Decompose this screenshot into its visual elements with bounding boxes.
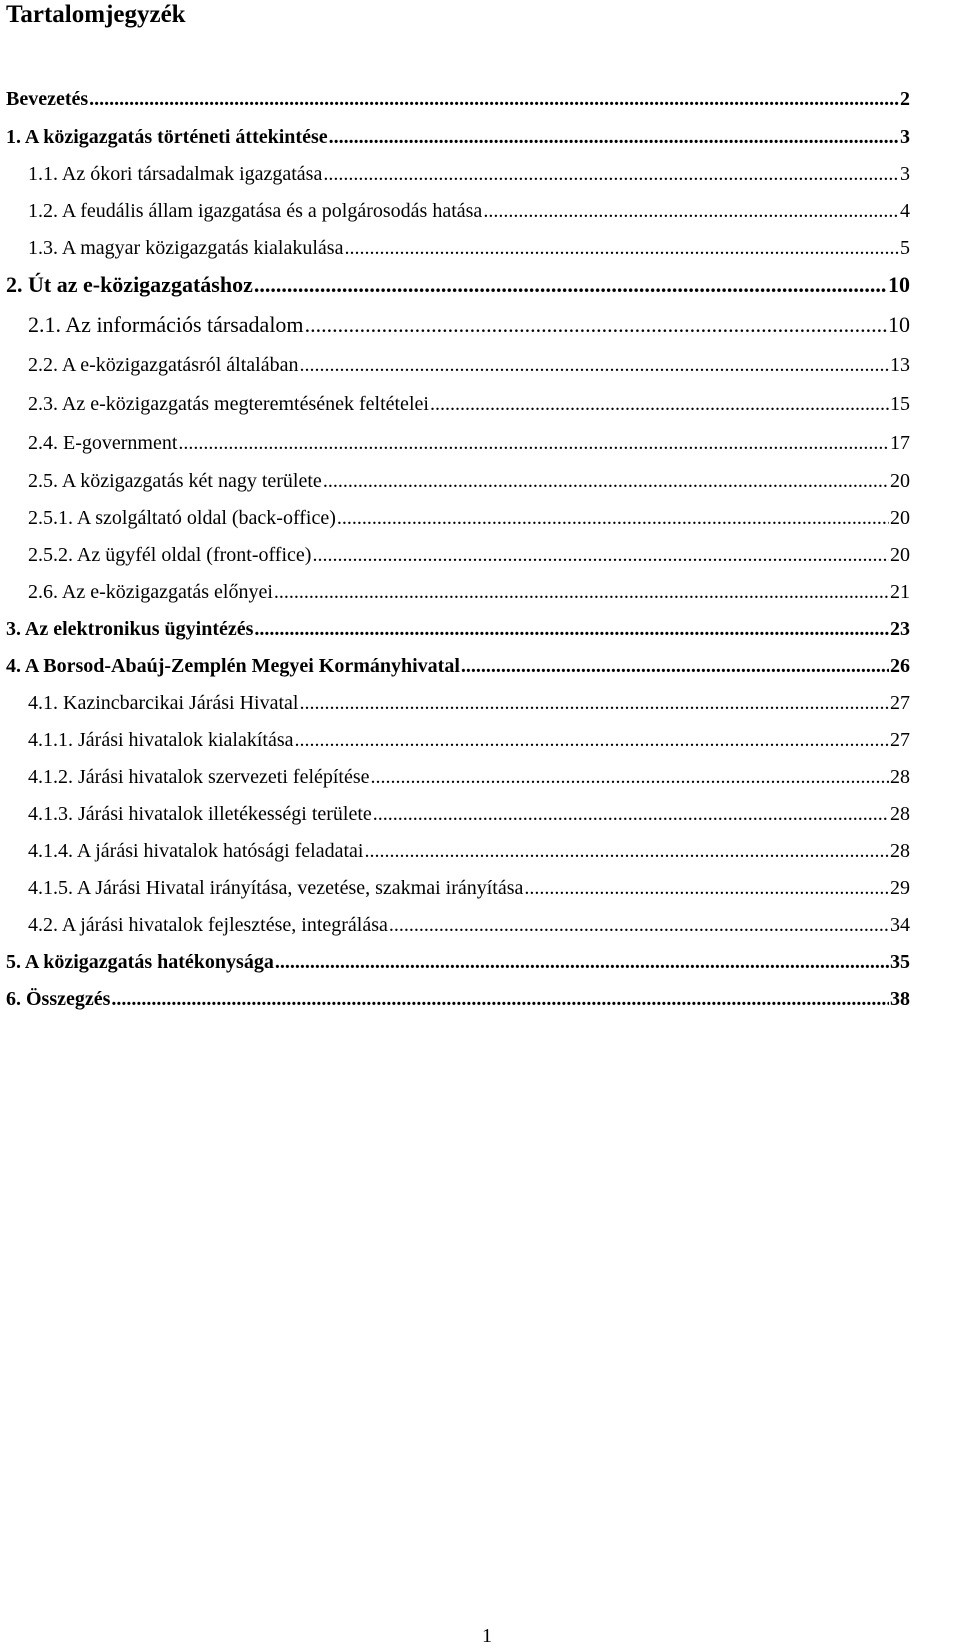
toc-entry-label: A közigazgatás két nagy területe <box>61 470 322 492</box>
toc-entry-page: 23 <box>890 618 910 640</box>
toc-entry[interactable] <box>28 428 910 458</box>
toc-entry-number: 4. <box>6 655 21 677</box>
toc-entry-text <box>6 122 328 152</box>
toc-entry-page: 4 <box>900 200 910 222</box>
toc-entry-text <box>28 466 322 496</box>
toc-entry[interactable] <box>28 688 910 718</box>
toc-entry-number: 3. <box>6 618 21 640</box>
toc-entry-text <box>6 614 253 644</box>
toc-entry[interactable] <box>28 725 910 755</box>
toc-entry-page: 2 <box>900 88 910 110</box>
toc-entry-number: 4.1.1. <box>28 729 73 751</box>
toc-entry-text <box>6 947 274 977</box>
toc-entry-text <box>28 159 322 189</box>
toc-entry-number: 2.2. <box>28 354 58 376</box>
toc-entry-label: A járási hivatalok fejlesztése, integrálása <box>61 914 388 936</box>
dot-leader <box>371 762 889 792</box>
dot-leader <box>323 159 899 189</box>
dot-leader <box>461 651 889 681</box>
toc-entry-text <box>28 503 336 533</box>
toc-entry[interactable] <box>28 910 910 940</box>
dot-leader <box>299 350 889 380</box>
toc-entry-page: 28 <box>890 803 910 825</box>
toc-entry-label: Út az e-közigazgatáshoz <box>28 272 253 297</box>
dot-leader <box>178 428 889 458</box>
dot-leader <box>254 270 887 300</box>
dot-leader <box>337 503 889 533</box>
toc-entry[interactable] <box>28 540 910 570</box>
toc-entry-page: 34 <box>890 914 910 936</box>
toc-entry-text <box>6 651 460 681</box>
toc-entry-text <box>28 725 293 755</box>
toc-entry-page: 20 <box>890 544 910 566</box>
toc-entry[interactable] <box>28 799 910 829</box>
toc-entry-page: 28 <box>890 766 910 788</box>
dot-leader <box>305 310 887 340</box>
toc-entry-label: Az ügyfél oldal (front-office) <box>76 544 312 566</box>
toc-entry-number: 4.2. <box>28 914 58 936</box>
toc-entry[interactable] <box>28 310 910 340</box>
dot-leader <box>254 614 889 644</box>
dot-leader <box>312 540 889 570</box>
toc-entry-page: 38 <box>890 988 910 1010</box>
dot-leader <box>344 233 899 263</box>
toc-entry-number: 1.3. <box>28 237 58 259</box>
dot-leader <box>294 725 889 755</box>
toc-entry-page: 20 <box>890 470 910 492</box>
toc-entry-text <box>28 428 177 458</box>
toc-entry-text <box>28 233 343 263</box>
toc-entry-text <box>6 270 253 300</box>
toc-entry-page: 27 <box>890 729 910 751</box>
toc-entry-label: Az ókori társadalmak igazgatása <box>61 163 323 185</box>
toc-entry[interactable] <box>28 762 910 792</box>
toc-entry-number: 2.1. <box>28 312 61 337</box>
toc-entry-number: 2.5.2. <box>28 544 73 566</box>
toc-entry-label: A közigazgatás hatékonysága <box>24 951 274 973</box>
toc-entry-label: Összegzés <box>26 988 111 1010</box>
toc-entry-label: Kazincbarcikai Járási Hivatal <box>63 692 299 714</box>
toc-entry-page: 20 <box>890 507 910 529</box>
toc-entry-number: 2.5. <box>28 470 58 492</box>
toc-entry-text <box>28 836 363 866</box>
toc-entry-label: A e-közigazgatásról általában <box>61 354 299 376</box>
toc-entry-label: A feudális állam igazgatása és a polgárosodás hatása <box>61 200 483 222</box>
toc-entry-text <box>28 762 370 792</box>
toc-entry-number: 2.4. <box>28 432 58 454</box>
toc-entry-number: 1. <box>6 126 21 148</box>
toc-entry-label: A magyar közigazgatás kialakulása <box>61 237 344 259</box>
toc-entry-number: 1.2. <box>28 200 58 222</box>
toc-entry-page: 35 <box>890 951 910 973</box>
dot-leader <box>364 836 889 866</box>
toc-entry[interactable] <box>6 984 910 1014</box>
toc-entry-label: A Járási Hivatal irányítása, vezetése, szakmai irányítása <box>76 877 524 899</box>
toc-entry[interactable] <box>28 466 910 496</box>
toc-entry-text <box>28 910 388 940</box>
toc-entry-page: 10 <box>888 272 910 297</box>
toc-entry[interactable] <box>28 196 910 226</box>
dot-leader <box>111 984 889 1014</box>
toc-entry-page: 28 <box>890 840 910 862</box>
toc-entry-text <box>28 310 304 340</box>
toc-entry-number: 2.5.1. <box>28 507 73 529</box>
toc-entry-label: Járási hivatalok kialakítása <box>78 729 294 751</box>
dot-leader <box>275 947 889 977</box>
toc-entry-page: 15 <box>890 393 910 415</box>
toc-entry-page: 27 <box>890 692 910 714</box>
dot-leader <box>89 84 899 114</box>
toc-entry-page: 17 <box>890 432 910 454</box>
toc-entry-label: A járási hivatalok hatósági feladatai <box>76 840 364 862</box>
toc-entry-number: 1.1. <box>28 163 58 185</box>
dot-leader <box>483 196 899 226</box>
toc-entry-text <box>28 350 298 380</box>
toc-entry-label: E-government <box>63 432 178 454</box>
toc-entry[interactable] <box>28 577 910 607</box>
toc-entry-label: Az információs társadalom <box>65 312 304 337</box>
dot-leader <box>323 466 889 496</box>
toc-entry-number: 4.1.4. <box>28 840 73 862</box>
toc-entry[interactable] <box>28 836 910 866</box>
toc-entry-label: Bevezetés <box>6 88 89 110</box>
toc-entry[interactable] <box>6 122 910 152</box>
dot-leader <box>524 873 889 903</box>
toc-entry[interactable] <box>28 503 910 533</box>
toc-entry-page: 10 <box>888 312 910 337</box>
toc-entry[interactable] <box>28 389 910 419</box>
toc-entry-label: A közigazgatás történeti áttekintése <box>24 126 328 148</box>
toc-entry[interactable] <box>6 270 910 300</box>
toc-entry-text <box>28 577 273 607</box>
toc-entry-text <box>28 688 298 718</box>
toc-entry-label: A szolgáltató oldal (back-office) <box>76 507 336 529</box>
toc-entry[interactable] <box>28 350 910 380</box>
toc-entry-number: 4.1. <box>28 692 58 714</box>
toc-entry-page: 29 <box>890 877 910 899</box>
toc-entry-number: 4.1.3. <box>28 803 73 825</box>
toc-entry-label: Az e-közigazgatás előnyei <box>61 581 273 603</box>
toc-entry-page: 5 <box>900 237 910 259</box>
toc-entry-text <box>28 196 482 226</box>
toc-entry-label: Az elektronikus ügyintézés <box>24 618 254 640</box>
toc-entry-label: Az e-közigazgatás megteremtésének feltételei <box>61 393 429 415</box>
toc-entry[interactable] <box>28 873 910 903</box>
toc-entry-text <box>28 873 523 903</box>
toc-entry[interactable] <box>6 614 910 644</box>
dot-leader <box>274 577 889 607</box>
toc-entry-text <box>6 84 88 114</box>
toc-entry-text <box>6 984 110 1014</box>
toc-entry[interactable] <box>28 159 910 189</box>
toc-entry[interactable] <box>28 233 910 263</box>
toc-entry[interactable] <box>6 651 910 681</box>
toc-entry[interactable] <box>6 84 910 114</box>
toc-entry-number: 6. <box>6 988 21 1010</box>
toc-entry[interactable] <box>6 947 910 977</box>
toc-entry-number: 2.6. <box>28 581 58 603</box>
toc-entry-number: 4.1.5. <box>28 877 73 899</box>
dot-leader <box>373 799 889 829</box>
toc-entry-page: 26 <box>890 655 910 677</box>
dot-leader <box>329 122 899 152</box>
dot-leader <box>430 389 889 419</box>
toc-entry-number: 4.1.2. <box>28 766 73 788</box>
dot-leader <box>299 688 889 718</box>
toc-entry-text <box>28 389 429 419</box>
toc-entry-number: 2.3. <box>28 393 58 415</box>
toc-entry-label: Járási hivatalok szervezeti felépítése <box>78 766 370 788</box>
toc-entry-text <box>28 799 372 829</box>
toc-entry-text <box>28 540 311 570</box>
toc-entry-label: A Borsod-Abaúj-Zemplén Megyei Kormányhivatal <box>24 655 460 677</box>
toc-entry-label: Járási hivatalok illetékességi területe <box>78 803 372 825</box>
toc-entry-page: 3 <box>900 126 910 148</box>
toc-entry-number: 5. <box>6 951 21 973</box>
toc-entry-page: 13 <box>890 354 910 376</box>
dot-leader <box>389 910 889 940</box>
toc-entry-number: 2. <box>6 272 23 297</box>
page-title: Tartalomjegyzék <box>6 1 186 28</box>
page-number: 1 <box>482 1625 492 1647</box>
toc-entry-page: 3 <box>900 163 910 185</box>
toc-entry-page: 21 <box>890 581 910 603</box>
